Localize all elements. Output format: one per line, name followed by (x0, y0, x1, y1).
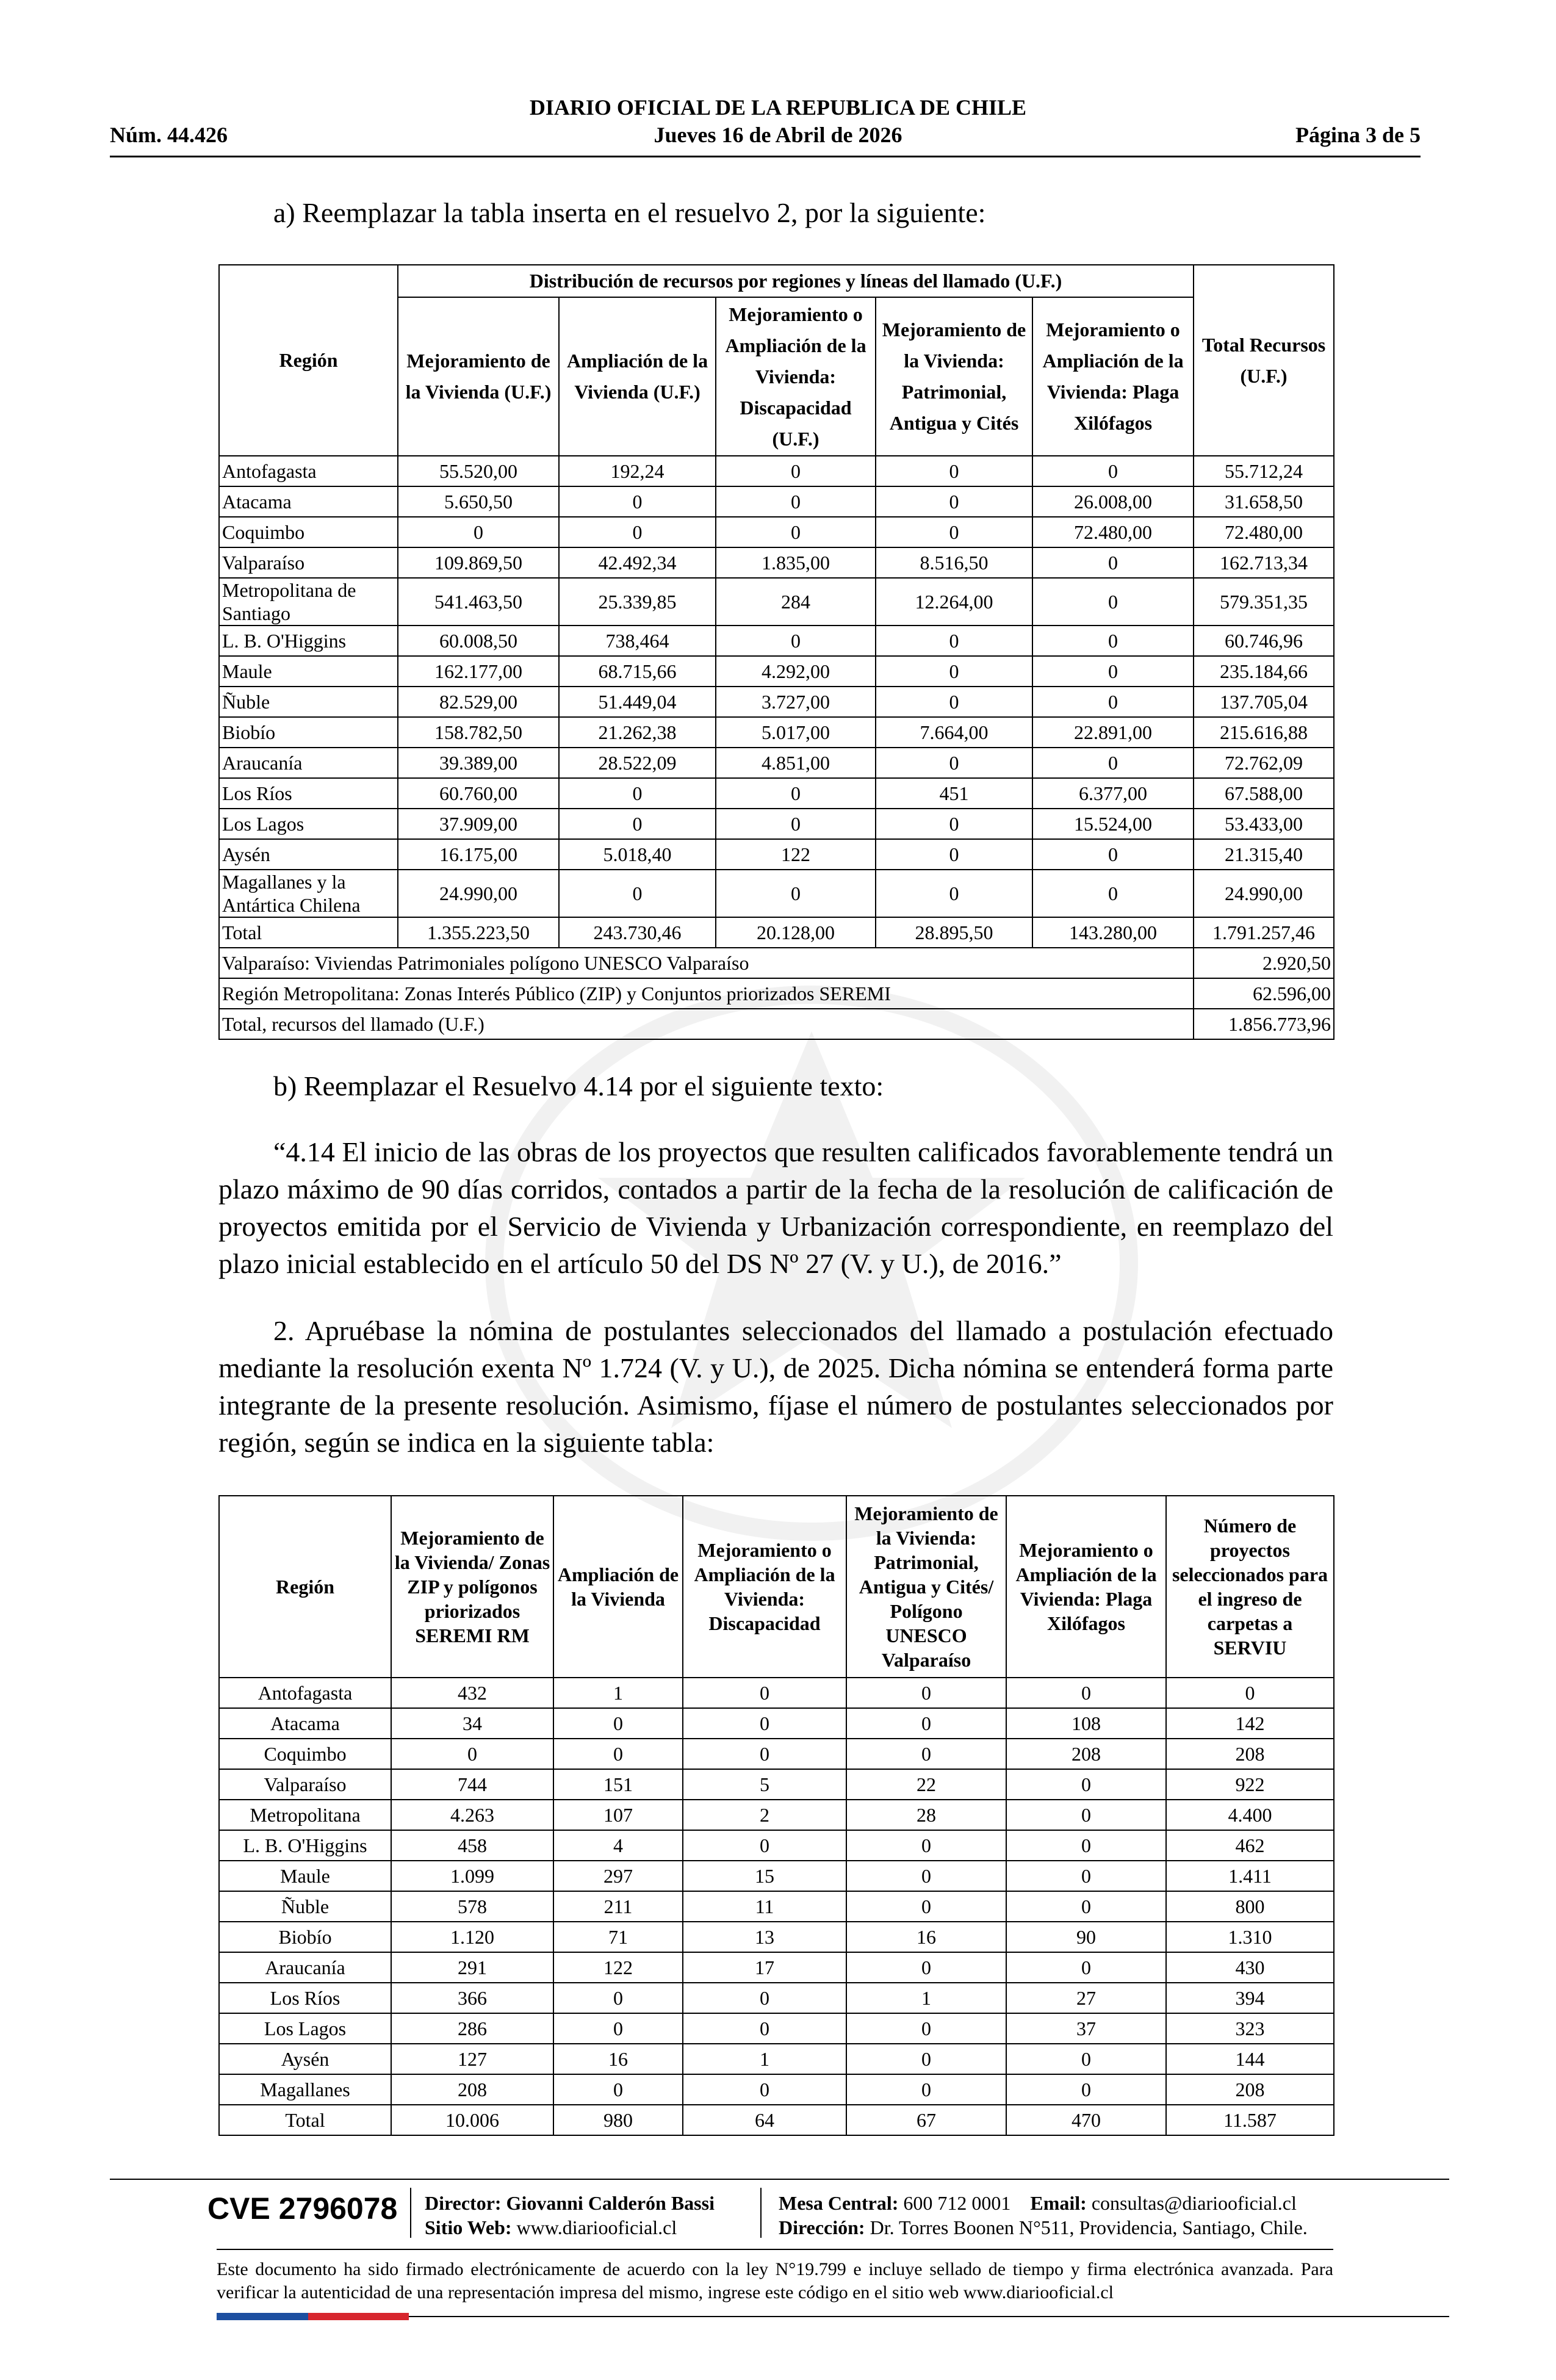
count-cell: 0 (846, 2044, 1006, 2074)
t2-header-region: Región (219, 1496, 391, 1678)
region-cell: Maule (219, 656, 398, 687)
value-cell: 82.529,00 (398, 687, 559, 717)
gazette-title: DIARIO OFICIAL DE LA REPUBLICA DE CHILE (529, 95, 1027, 120)
region-cell: Los Ríos (219, 778, 398, 809)
count-cell: 151 (553, 1769, 683, 1800)
value-cell: 215.616,88 (1194, 717, 1334, 748)
value-cell: 60.760,00 (398, 778, 559, 809)
count-cell: 4 (553, 1830, 683, 1861)
count-cell: 1 (846, 1983, 1006, 2013)
count-cell: 4.263 (391, 1800, 553, 1830)
director-name: Giovanni Calderón Bassi (506, 2192, 715, 2214)
value-cell: 24.990,00 (1194, 870, 1334, 917)
summary-value: 2.920,50 (1194, 948, 1334, 978)
value-cell: 37.909,00 (398, 809, 559, 839)
value-cell: 72.480,00 (1194, 517, 1334, 547)
cve-code: CVE 2796078 (207, 2191, 398, 2226)
t2-header-col2: Ampliación de la Vivienda (553, 1496, 683, 1678)
table-row (219, 809, 1334, 839)
resources-table (218, 264, 1334, 1040)
count-cell: 0 (683, 1678, 846, 1708)
footer-contact-block (779, 2191, 1308, 2240)
value-cell: 0 (398, 517, 559, 547)
quoted-resuelvo-4-14: “4.14 El inicio de las obras de los proyectos que resulten calificados favorablemente tendrá un plazo máximo de 90 días corridos, contados a partir de la fecha de la resolución de calificación de proyectos emitida por el Servicio de Vivienda y Urbanización correspondiente, en reemplazo del plazo inicial establecido en el artículo 50 del DS Nº 27 (V. y U.), de 2016.” (218, 1136, 1333, 1279)
count-cell: 0 (846, 1952, 1006, 1983)
count-cell: 0 (846, 1678, 1006, 1708)
count-cell: 144 (1166, 2044, 1334, 2074)
value-cell: 5.018,40 (559, 839, 716, 870)
table-row (219, 1861, 1334, 1891)
value-cell: 1.791.257,46 (1194, 917, 1334, 948)
region-cell: Araucanía (219, 748, 398, 778)
address-text: Dr. Torres Boonen N°511, Providencia, Santiago, Chile. (870, 2216, 1308, 2238)
count-cell: 470 (1006, 2105, 1166, 2135)
value-cell: 137.705,04 (1194, 687, 1334, 717)
count-cell: 4.400 (1166, 1800, 1334, 1830)
count-cell: 1 (683, 2044, 846, 2074)
region-cell: Ñuble (219, 687, 398, 717)
value-cell: 0 (876, 870, 1032, 917)
director-label: Director: (425, 2192, 502, 2214)
table-row (219, 778, 1334, 809)
region-cell: Valparaíso (219, 547, 398, 578)
t2-header-col6: Número de proyectos seleccionados para el ingreso de carpetas a SERVIU (1166, 1496, 1334, 1678)
region-cell: Metropolitana (219, 1800, 391, 1830)
value-cell: 0 (716, 486, 876, 517)
count-cell: 16 (553, 2044, 683, 2074)
value-cell: 0 (1032, 578, 1194, 626)
value-cell: 0 (876, 456, 1032, 486)
footer-divider (410, 2188, 411, 2238)
header-rule (110, 156, 1421, 157)
count-cell: 366 (391, 1983, 553, 2013)
region-cell: Biobío (219, 717, 398, 748)
table-row (219, 870, 1334, 917)
table-row (219, 2013, 1334, 2044)
value-cell: 4.851,00 (716, 748, 876, 778)
value-cell: 243.730,46 (559, 917, 716, 948)
t1-header-col5: Mejoramiento o Ampliación de la Vivienda: Plaga Xilófagos (1032, 297, 1194, 456)
value-cell: 0 (559, 486, 716, 517)
count-cell: 208 (1006, 1739, 1166, 1769)
table-row (219, 456, 1334, 486)
summary-value: 1.856.773,96 (1194, 1009, 1334, 1039)
region-cell: Magallanes (219, 2074, 391, 2105)
count-cell: 1.099 (391, 1861, 553, 1891)
value-cell: 0 (876, 656, 1032, 687)
value-cell: 28.895,50 (876, 917, 1032, 948)
count-cell: 0 (846, 1739, 1006, 1769)
count-cell: 0 (846, 2013, 1006, 2044)
value-cell: 0 (559, 870, 716, 917)
count-cell: 107 (553, 1800, 683, 1830)
table-row (219, 1830, 1334, 1861)
region-cell: Atacama (219, 486, 398, 517)
table-row (219, 578, 1334, 626)
region-cell: L. B. O'Higgins (219, 626, 398, 656)
t1-header-col3: Mejoramiento o Ampliación de la Vivienda: Discapacidad (U.F.) (716, 297, 876, 456)
value-cell: 7.664,00 (876, 717, 1032, 748)
count-cell: 211 (553, 1891, 683, 1922)
footer-director-block (425, 2191, 715, 2240)
table-row (219, 1800, 1334, 1830)
t1-header-col2: Ampliación de la Vivienda (U.F.) (559, 297, 716, 456)
value-cell: 4.292,00 (716, 656, 876, 687)
count-cell: 0 (1166, 1678, 1334, 1708)
value-cell: 0 (876, 839, 1032, 870)
t2-header-col5: Mejoramiento o Ampliación de la Vivienda: Plaga Xilófagos (1006, 1496, 1166, 1678)
t2-header-col3: Mejoramiento o Ampliación de la Vivienda: Discapacidad (683, 1496, 846, 1678)
value-cell: 25.339,85 (559, 578, 716, 626)
count-cell: 1 (553, 1678, 683, 1708)
region-cell: Metropolitana de Santiago (219, 578, 398, 626)
region-cell: Los Ríos (219, 1983, 391, 2013)
flag-stripe-blue (217, 2313, 308, 2320)
count-cell: 922 (1166, 1769, 1334, 1800)
count-cell: 71 (553, 1922, 683, 1952)
count-cell: 0 (683, 2074, 846, 2105)
value-cell: 0 (1032, 870, 1194, 917)
count-cell: 430 (1166, 1952, 1334, 1983)
value-cell: 0 (716, 626, 876, 656)
value-cell: 738,464 (559, 626, 716, 656)
value-cell: 3.727,00 (716, 687, 876, 717)
count-cell: 800 (1166, 1891, 1334, 1922)
value-cell: 5.650,50 (398, 486, 559, 517)
value-cell: 122 (716, 839, 876, 870)
table-row (219, 626, 1334, 656)
t1-header-col4: Mejoramiento de la Vivienda: Patrimonial, Antigua y Cités (876, 297, 1032, 456)
value-cell: 0 (876, 486, 1032, 517)
count-cell: 27 (1006, 1983, 1166, 2013)
website-link[interactable]: www.diariooficial.cl (516, 2216, 677, 2238)
value-cell: 0 (876, 626, 1032, 656)
value-cell: 42.492,34 (559, 547, 716, 578)
count-cell: 0 (683, 1739, 846, 1769)
footer-divider-2 (760, 2188, 762, 2238)
table-row-summary (219, 1009, 1334, 1039)
page-number: Página 3 de 5 (1295, 123, 1421, 147)
value-cell: 1.355.223,50 (398, 917, 559, 948)
value-cell: 0 (559, 517, 716, 547)
value-cell: 158.782,50 (398, 717, 559, 748)
t1-header-total: Total Recursos (U.F.) (1194, 265, 1334, 456)
mesa-phone: 600 712 0001 (903, 2192, 1011, 2214)
address-label: Dirección: (779, 2216, 865, 2238)
count-cell: 142 (1166, 1708, 1334, 1739)
footer-rule-top (110, 2179, 1449, 2180)
count-cell: 208 (1166, 1739, 1334, 1769)
count-cell: 0 (553, 1739, 683, 1769)
t2-header-col1: Mejoramiento de la Vivienda/ Zonas ZIP y polígonos priorizados SEREMI RM (391, 1496, 553, 1678)
count-cell: 5 (683, 1769, 846, 1800)
value-cell: 0 (716, 870, 876, 917)
region-cell: Coquimbo (219, 1739, 391, 1769)
value-cell: 0 (1032, 456, 1194, 486)
count-cell: 22 (846, 1769, 1006, 1800)
t1-header-region: Región (219, 265, 398, 456)
region-cell: Total (219, 917, 398, 948)
count-cell: 297 (553, 1861, 683, 1891)
count-cell: 1.411 (1166, 1861, 1334, 1891)
count-cell: 0 (1006, 1861, 1166, 1891)
value-cell: 16.175,00 (398, 839, 559, 870)
region-cell: Total (219, 2105, 391, 2135)
value-cell: 451 (876, 778, 1032, 809)
value-cell: 55.520,00 (398, 456, 559, 486)
count-cell: 10.006 (391, 2105, 553, 2135)
value-cell: 20.128,00 (716, 917, 876, 948)
count-cell: 578 (391, 1891, 553, 1922)
value-cell: 31.658,50 (1194, 486, 1334, 517)
instruction-a: a) Reemplazar la tabla inserta en el resuelvo 2, por la siguiente: (273, 197, 986, 228)
value-cell: 28.522,09 (559, 748, 716, 778)
count-cell: 34 (391, 1708, 553, 1739)
count-cell: 286 (391, 2013, 553, 2044)
email-label: Email: (1030, 2192, 1087, 2214)
count-cell: 0 (1006, 1952, 1166, 1983)
t1-header-col1: Mejoramiento de la Vivienda (U.F.) (398, 297, 559, 456)
table-row (219, 839, 1334, 870)
value-cell: 68.715,66 (559, 656, 716, 687)
count-cell: 64 (683, 2105, 846, 2135)
table-row (219, 2105, 1334, 2135)
count-cell: 0 (1006, 1769, 1166, 1800)
value-cell: 0 (876, 517, 1032, 547)
summary-label: Total, recursos del llamado (U.F.) (219, 1009, 1194, 1039)
table-row (219, 1952, 1334, 1983)
value-cell: 0 (876, 748, 1032, 778)
region-cell: Los Lagos (219, 2013, 391, 2044)
count-cell: 2 (683, 1800, 846, 1830)
table-row (219, 517, 1334, 547)
count-cell: 1.310 (1166, 1922, 1334, 1952)
count-cell: 122 (553, 1952, 683, 1983)
mesa-label: Mesa Central: (779, 2192, 899, 2214)
region-cell: Biobío (219, 1922, 391, 1952)
region-cell: Los Lagos (219, 809, 398, 839)
count-cell: 462 (1166, 1830, 1334, 1861)
count-cell: 0 (553, 1983, 683, 2013)
value-cell: 0 (559, 778, 716, 809)
summary-label: Región Metropolitana: Zonas Interés Público (ZIP) y Conjuntos priorizados SEREMI (219, 978, 1194, 1009)
count-cell: 0 (683, 1983, 846, 2013)
count-cell: 0 (553, 1708, 683, 1739)
count-cell: 108 (1006, 1708, 1166, 1739)
count-cell: 0 (391, 1739, 553, 1769)
footer-legal-text: Este documento ha sido firmado electrónicamente de acuerdo con la ley N°19.799 e incluye sellado de tiempo y firma electrónica avanzada. Para verificar la autenticidad de una representación impresa del mismo, ingrese este código en el sitio web www.diariooficial.cl (217, 2259, 1333, 2302)
count-cell: 17 (683, 1952, 846, 1983)
count-cell: 744 (391, 1769, 553, 1800)
region-cell: Aysén (219, 839, 398, 870)
table-row (219, 1983, 1334, 2013)
count-cell: 0 (1006, 2044, 1166, 2074)
count-cell: 0 (553, 2013, 683, 2044)
table-row (219, 917, 1334, 948)
region-cell: Ñuble (219, 1891, 391, 1922)
email-link[interactable]: consultas@diariooficial.cl (1091, 2192, 1297, 2214)
value-cell: 21.262,38 (559, 717, 716, 748)
value-cell: 8.516,50 (876, 547, 1032, 578)
count-cell: 28 (846, 1800, 1006, 1830)
count-cell: 90 (1006, 1922, 1166, 1952)
count-cell: 0 (1006, 2074, 1166, 2105)
region-cell: Antofagasta (219, 456, 398, 486)
selected-applicants-table (218, 1495, 1334, 2136)
value-cell: 541.463,50 (398, 578, 559, 626)
value-cell: 235.184,66 (1194, 656, 1334, 687)
count-cell: 0 (846, 1830, 1006, 1861)
table-row (219, 547, 1334, 578)
value-cell: 6.377,00 (1032, 778, 1194, 809)
value-cell: 12.264,00 (876, 578, 1032, 626)
value-cell: 0 (1032, 547, 1194, 578)
region-cell: Aysén (219, 2044, 391, 2074)
paragraph-2: 2. Apruébase la nómina de postulantes seleccionados del llamado a postulación efectuado mediante la resolución exenta Nº 1.724 (V. y U.), de 2025. Dicha nómina se entenderá forma parte integrante de la presente resolución. Asimismo, fíjase el número de postulantes seleccionados por región, según se indica en la siguiente tabla: (218, 1315, 1333, 1458)
value-cell: 0 (1032, 626, 1194, 656)
value-cell: 0 (876, 809, 1032, 839)
value-cell: 0 (559, 809, 716, 839)
table-row (219, 1678, 1334, 1708)
count-cell: 67 (846, 2105, 1006, 2135)
table-row (219, 1769, 1334, 1800)
count-cell: 0 (846, 1861, 1006, 1891)
issue-number: Núm. 44.426 (110, 123, 228, 147)
region-cell: Coquimbo (219, 517, 398, 547)
count-cell: 0 (683, 2013, 846, 2044)
value-cell: 55.712,24 (1194, 456, 1334, 486)
region-cell: Atacama (219, 1708, 391, 1739)
value-cell: 15.524,00 (1032, 809, 1194, 839)
count-cell: 980 (553, 2105, 683, 2135)
count-cell: 208 (1166, 2074, 1334, 2105)
count-cell: 458 (391, 1830, 553, 1861)
value-cell: 67.588,00 (1194, 778, 1334, 809)
table-row (219, 748, 1334, 778)
count-cell: 16 (846, 1922, 1006, 1952)
region-cell: Magallanes y la Antártica Chilena (219, 870, 398, 917)
value-cell: 284 (716, 578, 876, 626)
count-cell: 11.587 (1166, 2105, 1334, 2135)
count-cell: 0 (683, 1830, 846, 1861)
count-cell: 0 (1006, 1891, 1166, 1922)
count-cell: 208 (391, 2074, 553, 2105)
count-cell: 0 (846, 2074, 1006, 2105)
count-cell: 0 (1006, 1678, 1166, 1708)
value-cell: 143.280,00 (1032, 917, 1194, 948)
region-cell: L. B. O'Higgins (219, 1830, 391, 1861)
count-cell: 37 (1006, 2013, 1166, 2044)
instruction-b: b) Reemplazar el Resuelvo 4.14 por el siguiente texto: (273, 1070, 884, 1102)
table-row (219, 1708, 1334, 1739)
value-cell: 0 (716, 809, 876, 839)
table-row (219, 2074, 1334, 2105)
value-cell: 579.351,35 (1194, 578, 1334, 626)
count-cell: 0 (846, 1708, 1006, 1739)
footer-rule-bottom (409, 2316, 1449, 2317)
t2-header-col4: Mejoramiento de la Vivienda: Patrimonial, Antigua y Cités/ Polígono UNESCO Valparaíso (846, 1496, 1006, 1678)
value-cell: 0 (1032, 656, 1194, 687)
count-cell: 11 (683, 1891, 846, 1922)
table-row (219, 687, 1334, 717)
region-cell: Maule (219, 1861, 391, 1891)
value-cell: 60.746,96 (1194, 626, 1334, 656)
table-row-summary (219, 978, 1334, 1009)
count-cell: 0 (1006, 1800, 1166, 1830)
table-row (219, 1891, 1334, 1922)
value-cell: 162.713,34 (1194, 547, 1334, 578)
web-label: Sitio Web: (425, 2216, 512, 2238)
region-cell: Antofagasta (219, 1678, 391, 1708)
value-cell: 72.762,09 (1194, 748, 1334, 778)
count-cell: 15 (683, 1861, 846, 1891)
table-row-summary (219, 948, 1334, 978)
table-row (219, 1739, 1334, 1769)
region-cell: Araucanía (219, 1952, 391, 1983)
value-cell: 0 (1032, 748, 1194, 778)
count-cell: 0 (1006, 1830, 1166, 1861)
count-cell: 323 (1166, 2013, 1334, 2044)
value-cell: 60.008,50 (398, 626, 559, 656)
value-cell: 0 (876, 687, 1032, 717)
count-cell: 13 (683, 1922, 846, 1952)
count-cell: 1.120 (391, 1922, 553, 1952)
count-cell: 394 (1166, 1983, 1334, 2013)
value-cell: 51.449,04 (559, 687, 716, 717)
issue-date: Jueves 16 de Abril de 2026 (654, 123, 902, 147)
value-cell: 5.017,00 (716, 717, 876, 748)
flag-stripe-red (308, 2313, 409, 2320)
value-cell: 53.433,00 (1194, 809, 1334, 839)
value-cell: 21.315,40 (1194, 839, 1334, 870)
t1-group-header: Distribución de recursos por regiones y líneas del llamado (U.F.) (398, 265, 1194, 297)
table-row (219, 2044, 1334, 2074)
count-cell: 0 (846, 1891, 1006, 1922)
count-cell: 127 (391, 2044, 553, 2074)
summary-value: 62.596,00 (1194, 978, 1334, 1009)
table-row (219, 486, 1334, 517)
value-cell: 0 (1032, 839, 1194, 870)
footer-rule-mid (217, 2249, 1333, 2250)
count-cell: 432 (391, 1678, 553, 1708)
value-cell: 0 (1032, 687, 1194, 717)
value-cell: 0 (716, 517, 876, 547)
value-cell: 162.177,00 (398, 656, 559, 687)
value-cell: 192,24 (559, 456, 716, 486)
summary-label: Valparaíso: Viviendas Patrimoniales polígono UNESCO Valparaíso (219, 948, 1194, 978)
value-cell: 109.869,50 (398, 547, 559, 578)
value-cell: 26.008,00 (1032, 486, 1194, 517)
count-cell: 0 (683, 1708, 846, 1739)
value-cell: 72.480,00 (1032, 517, 1194, 547)
region-cell: Valparaíso (219, 1769, 391, 1800)
count-cell: 0 (553, 2074, 683, 2105)
value-cell: 0 (716, 778, 876, 809)
count-cell: 291 (391, 1952, 553, 1983)
value-cell: 0 (716, 456, 876, 486)
value-cell: 1.835,00 (716, 547, 876, 578)
table-row (219, 1922, 1334, 1952)
table-row (219, 717, 1334, 748)
table-row (219, 656, 1334, 687)
value-cell: 24.990,00 (398, 870, 559, 917)
value-cell: 22.891,00 (1032, 717, 1194, 748)
value-cell: 39.389,00 (398, 748, 559, 778)
